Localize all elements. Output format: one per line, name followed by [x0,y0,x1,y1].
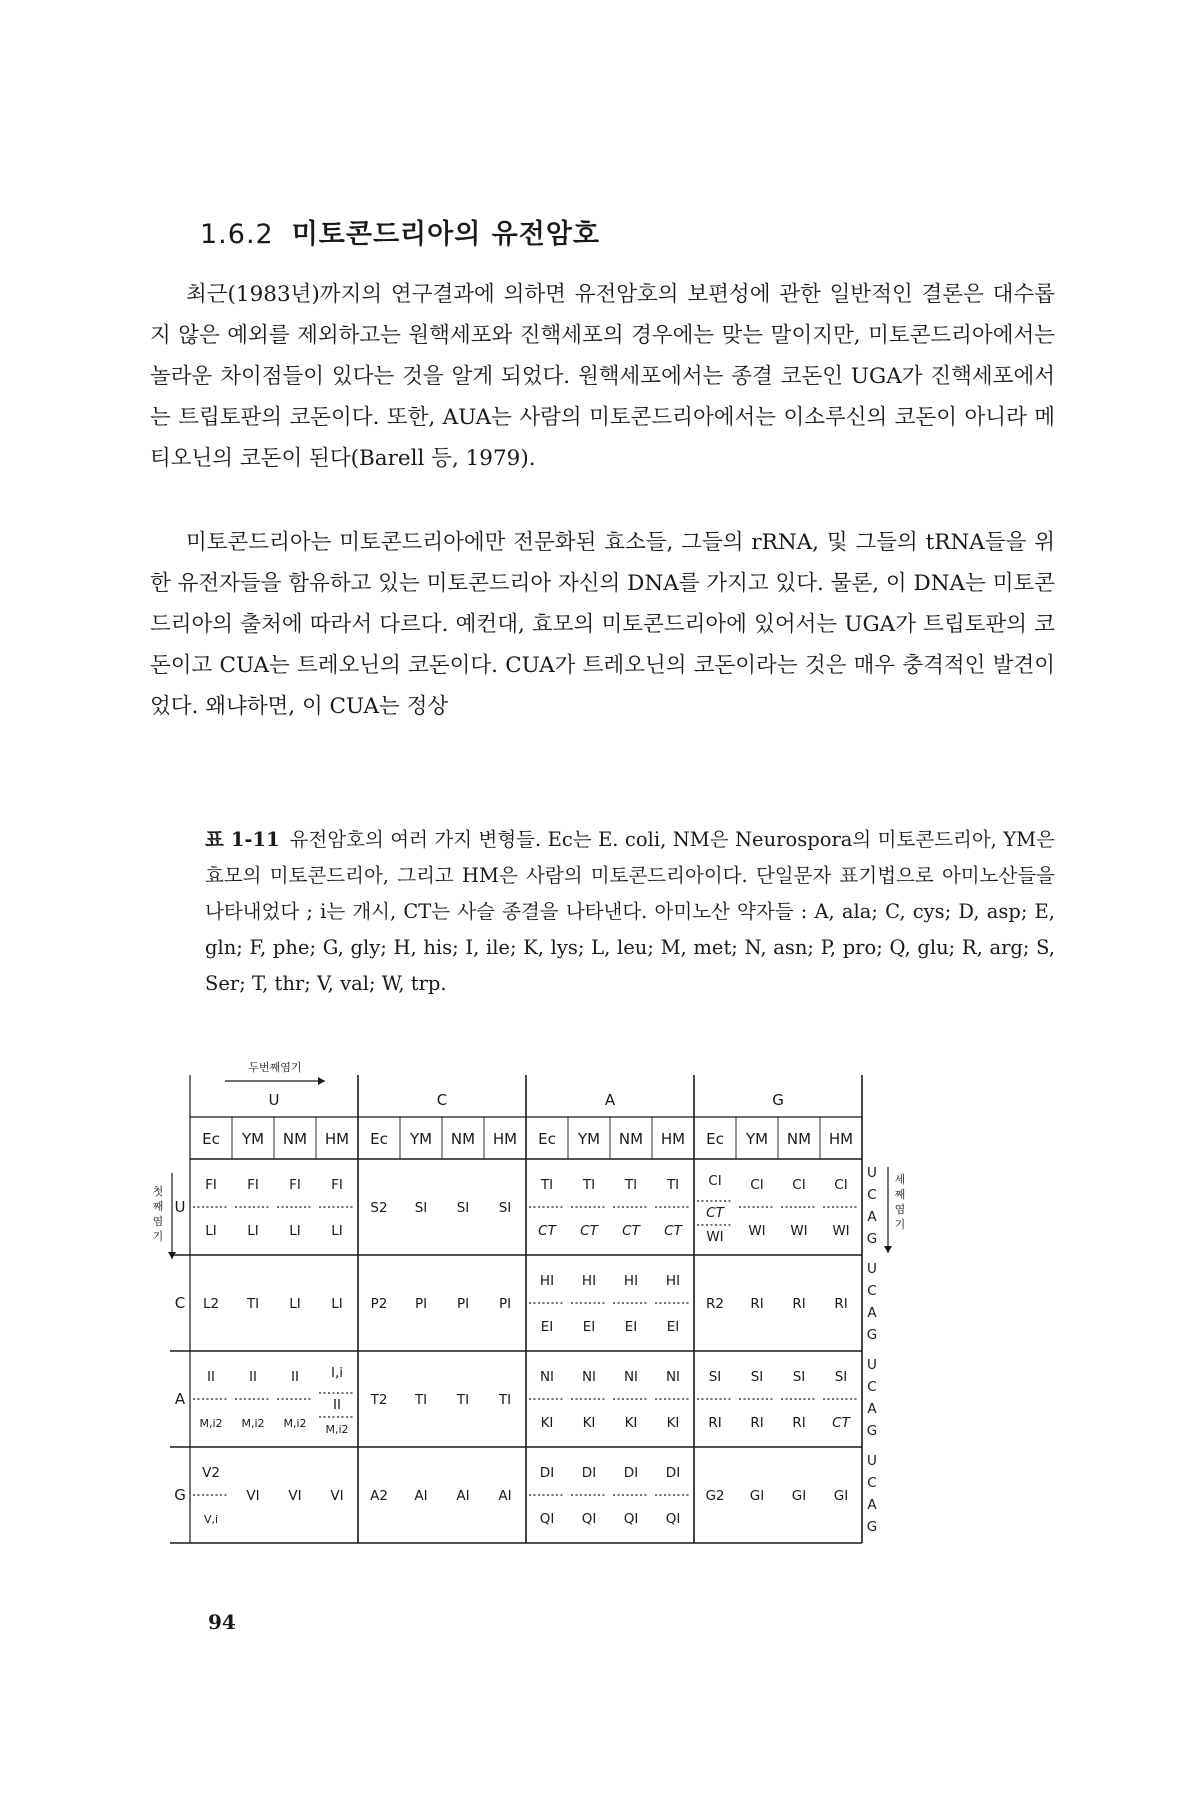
table-caption-text: 유전암호의 여러 가지 변형들. Ec는 E. coli, NM은 Neurospora의 미토콘드리아, YM은 효모의 미토콘드리아, 그리고 HM은 사람의 미토콘드리아이다. 단일문자 표기법으로 아미노산들을 나타내었다 ; i는 개시, CT는 사슬 종결을 나타낸다. 아미노산 약자들 : A, ala; C, cys; D, asp; E, gln; F, phe; G, gly; H, his; I, ile; K, lys; L, leu; M, met; N, asn; P, pro; Q, glu; R, arg; S, Ser; T, thr; V, val; W, trp. [205,828,1055,995]
codon-cell: VI [330,1488,344,1504]
third-position-label-char: 세 [894,1173,906,1186]
first-base-A: A [174,1390,186,1408]
codon-cell: VI [246,1488,260,1504]
codon-cell: CT [706,1205,724,1221]
codon-cell: SI [708,1369,722,1385]
second-base-U: U [268,1091,280,1109]
organism-header-YM: YM [241,1130,265,1148]
codon-cell: G2 [705,1488,725,1504]
codon-cell: L2 [202,1296,220,1312]
codon-cell: II [249,1369,257,1385]
third-position-label-char: 째 [894,1188,906,1201]
section-number: 1.6.2 [200,219,274,250]
third-position-label-char: 염 [894,1203,906,1216]
codon-cell: SI [834,1369,848,1385]
codon-cell: M,i2 [283,1417,307,1430]
third-base-A: A [867,1305,877,1321]
codon-cell: RI [834,1296,848,1312]
third-base-A: A [867,1209,877,1225]
first-position-label-char: 첫 [152,1185,164,1198]
codon-cell: CI [834,1177,848,1193]
codon-cell: QI [665,1511,681,1527]
first-base-U: U [174,1198,186,1216]
codon-cell: DI [623,1465,639,1481]
third-base-G: G [866,1423,878,1439]
third-base-G: G [866,1327,878,1343]
codon-cell: SI [750,1369,764,1385]
first-base-C: C [174,1294,186,1312]
codon-cell: HI [581,1273,597,1289]
codon-cell: M,i2 [199,1417,223,1430]
body-paragraph-2: 미토콘드리아는 미토콘드리아에만 전문화된 효소들, 그들의 rRNA, 및 그들의 tRNA들을 위한 유전자들을 함유하고 있는 미토콘드리아 자신의 DNA를 가지고 있다. 물론, 이 DNA는 미토콘드리아의 출처에 따라서 다르다. 예컨대, 효모의 미토콘드리아에 있어서는 UGA가 트립토판의 코돈이고 CUA는 트레오닌의 코돈이다. CUA가 트레오닌의 코돈이라는 것은 매우 충격적인 발견이었다. 왜냐하면, 이 CUA는 정상 [150,530,1055,719]
codon-cell: SI [498,1200,512,1216]
codon-cell: RI [708,1415,722,1431]
third-base-C: C [867,1187,877,1203]
organism-header-YM: YM [409,1130,433,1148]
codon-cell: CI [792,1177,806,1193]
codon-cell: CT [832,1415,850,1431]
third-base-U: U [867,1453,877,1469]
codon-cell: II [207,1369,215,1385]
codon-cell: EI [666,1319,680,1335]
organism-header-NM: NM [282,1130,308,1148]
codon-cell: KI [624,1415,638,1431]
codon-cell: RI [792,1415,806,1431]
codon-cell: GI [749,1488,765,1504]
codon-cell: EI [540,1319,554,1335]
third-base-U: U [867,1261,877,1277]
codon-cell: FI [205,1177,217,1193]
codon-cell: HI [623,1273,639,1289]
codon-cell: EI [582,1319,596,1335]
second-position-label: 두번째염기 [248,1061,302,1074]
codon-cell: CT [538,1223,556,1239]
section-heading [200,212,600,251]
organism-header-HM: HM [660,1130,686,1148]
organism-header-HM: HM [324,1130,350,1148]
codon-cell: I,i [330,1365,344,1381]
codon-cell: SI [414,1200,428,1216]
codon-cell: PI [456,1296,470,1312]
codon-cell: V2 [202,1465,220,1481]
codon-cell: VI [288,1488,302,1504]
codon-cell: NI [623,1369,639,1385]
page-number: 94 [208,1610,236,1634]
codon-cell: NI [581,1369,597,1385]
codon-cell: SI [792,1369,806,1385]
organism-header-Ec: Ec [538,1130,556,1148]
codon-cell: AI [414,1488,428,1504]
codon-cell: LI [289,1296,301,1312]
organism-header-Ec: Ec [706,1130,724,1148]
codon-cell: V,i [203,1513,219,1526]
organism-header-YM: YM [745,1130,769,1148]
codon-cell: TI [498,1392,512,1408]
codon-cell: DI [665,1465,681,1481]
organism-header-YM: YM [577,1130,601,1148]
third-base-A: A [867,1401,877,1417]
codon-cell: P2 [370,1296,388,1312]
organism-header-Ec: Ec [370,1130,388,1148]
codon-cell: CI [750,1177,764,1193]
codon-cell: TI [582,1177,596,1193]
codon-cell: NI [665,1369,681,1385]
codon-cell: QI [623,1511,639,1527]
codon-cell: TI [624,1177,638,1193]
table-caption-label: 표 1-11 [205,828,280,851]
codon-cell: FI [331,1177,343,1193]
codon-cell: CI [708,1173,722,1189]
codon-cell: DI [539,1465,555,1481]
codon-cell: PI [498,1296,512,1312]
third-base-G: G [866,1231,878,1247]
codon-cell: TI [540,1177,554,1193]
codon-cell: LI [289,1223,301,1239]
codon-cell: TI [246,1296,260,1312]
section-title: 미토콘드리아의 유전암호 [291,219,601,250]
codon-cell: SI [456,1200,470,1216]
codon-cell: S2 [370,1200,388,1216]
second-base-A: A [604,1091,616,1109]
organism-header-HM: HM [492,1130,518,1148]
codon-cell: GI [833,1488,849,1504]
codon-cell: RI [750,1296,764,1312]
codon-cell: KI [540,1415,554,1431]
codon-cell: WI [790,1223,808,1239]
codon-cell: II [333,1397,341,1413]
codon-cell: LI [247,1223,259,1239]
second-base-G: G [772,1091,784,1109]
organism-header-Ec: Ec [202,1130,220,1148]
codon-cell: KI [666,1415,680,1431]
third-base-G: G [866,1519,878,1535]
codon-cell: M,i2 [325,1423,349,1436]
codon-cell: CT [664,1223,682,1239]
codon-cell: LI [331,1296,343,1312]
codon-cell: A2 [370,1488,388,1504]
organism-header-HM: HM [828,1130,854,1148]
first-position-label-char: 기 [152,1230,164,1243]
codon-cell: EI [624,1319,638,1335]
second-base-C: C [436,1091,448,1109]
third-base-A: A [867,1497,877,1513]
organism-header-NM: NM [786,1130,812,1148]
codon-cell: WI [748,1223,766,1239]
third-base-U: U [867,1165,877,1181]
first-base-G: G [174,1486,186,1504]
codon-cell: CT [580,1223,598,1239]
codon-cell: CT [622,1223,640,1239]
codon-cell: HI [539,1273,555,1289]
codon-cell: LI [205,1223,217,1239]
third-position-arrow-head [884,1246,892,1253]
codon-cell: FI [247,1177,259,1193]
table-caption [205,822,1055,1002]
codon-cell: KI [582,1415,596,1431]
codon-cell: R2 [706,1296,724,1312]
codon-cell: GI [791,1488,807,1504]
third-base-C: C [867,1475,877,1491]
second-position-arrow-head [318,1077,325,1085]
third-base-U: U [867,1357,877,1373]
codon-cell: LI [331,1223,343,1239]
codon-cell: NI [539,1369,555,1385]
body-paragraph-1: 최근(1983년)까지의 연구결과에 의하면 유전암호의 보편성에 관한 일반적인 결론은 대수롭지 않은 예외를 제외하고는 원핵세포와 진핵세포의 경우에는 맞는 말이지만, 미토콘드리아에서는 놀라운 차이점들이 있다는 것을 알게 되었다. 원핵세포에서는 종결 코돈인 UGA가 진핵세포에서는 트립토판의 코돈이다. 또한, AUA는 사람의 미토콘드리아에서는 이소루신의 코돈이 아니라 메티오닌의 코돈이 된다(Barell 등, 1979). [150,282,1055,471]
third-position-label-char: 기 [894,1218,906,1231]
codon-cell: DI [581,1465,597,1481]
codon-cell: RI [750,1415,764,1431]
codon-table [150,1055,1050,1575]
codon-cell: TI [666,1177,680,1193]
codon-cell: QI [539,1511,555,1527]
codon-table-svg [150,1055,1050,1575]
first-position-label-char: 째 [152,1200,164,1213]
codon-cell: WI [706,1229,724,1245]
first-position-label-char: 염 [152,1215,164,1228]
codon-cell: TI [414,1392,428,1408]
codon-cell: M,i2 [241,1417,265,1430]
codon-cell: QI [581,1511,597,1527]
codon-cell: HI [665,1273,681,1289]
organism-header-NM: NM [618,1130,644,1148]
codon-cell: TI [456,1392,470,1408]
third-base-C: C [867,1283,877,1299]
codon-cell: PI [414,1296,428,1312]
codon-cell: WI [832,1223,850,1239]
third-base-C: C [867,1379,877,1395]
codon-cell: RI [792,1296,806,1312]
organism-header-NM: NM [450,1130,476,1148]
codon-cell: FI [289,1177,301,1193]
codon-cell: T2 [370,1392,388,1408]
codon-cell: II [291,1369,299,1385]
codon-cell: AI [498,1488,512,1504]
codon-cell: AI [456,1488,470,1504]
